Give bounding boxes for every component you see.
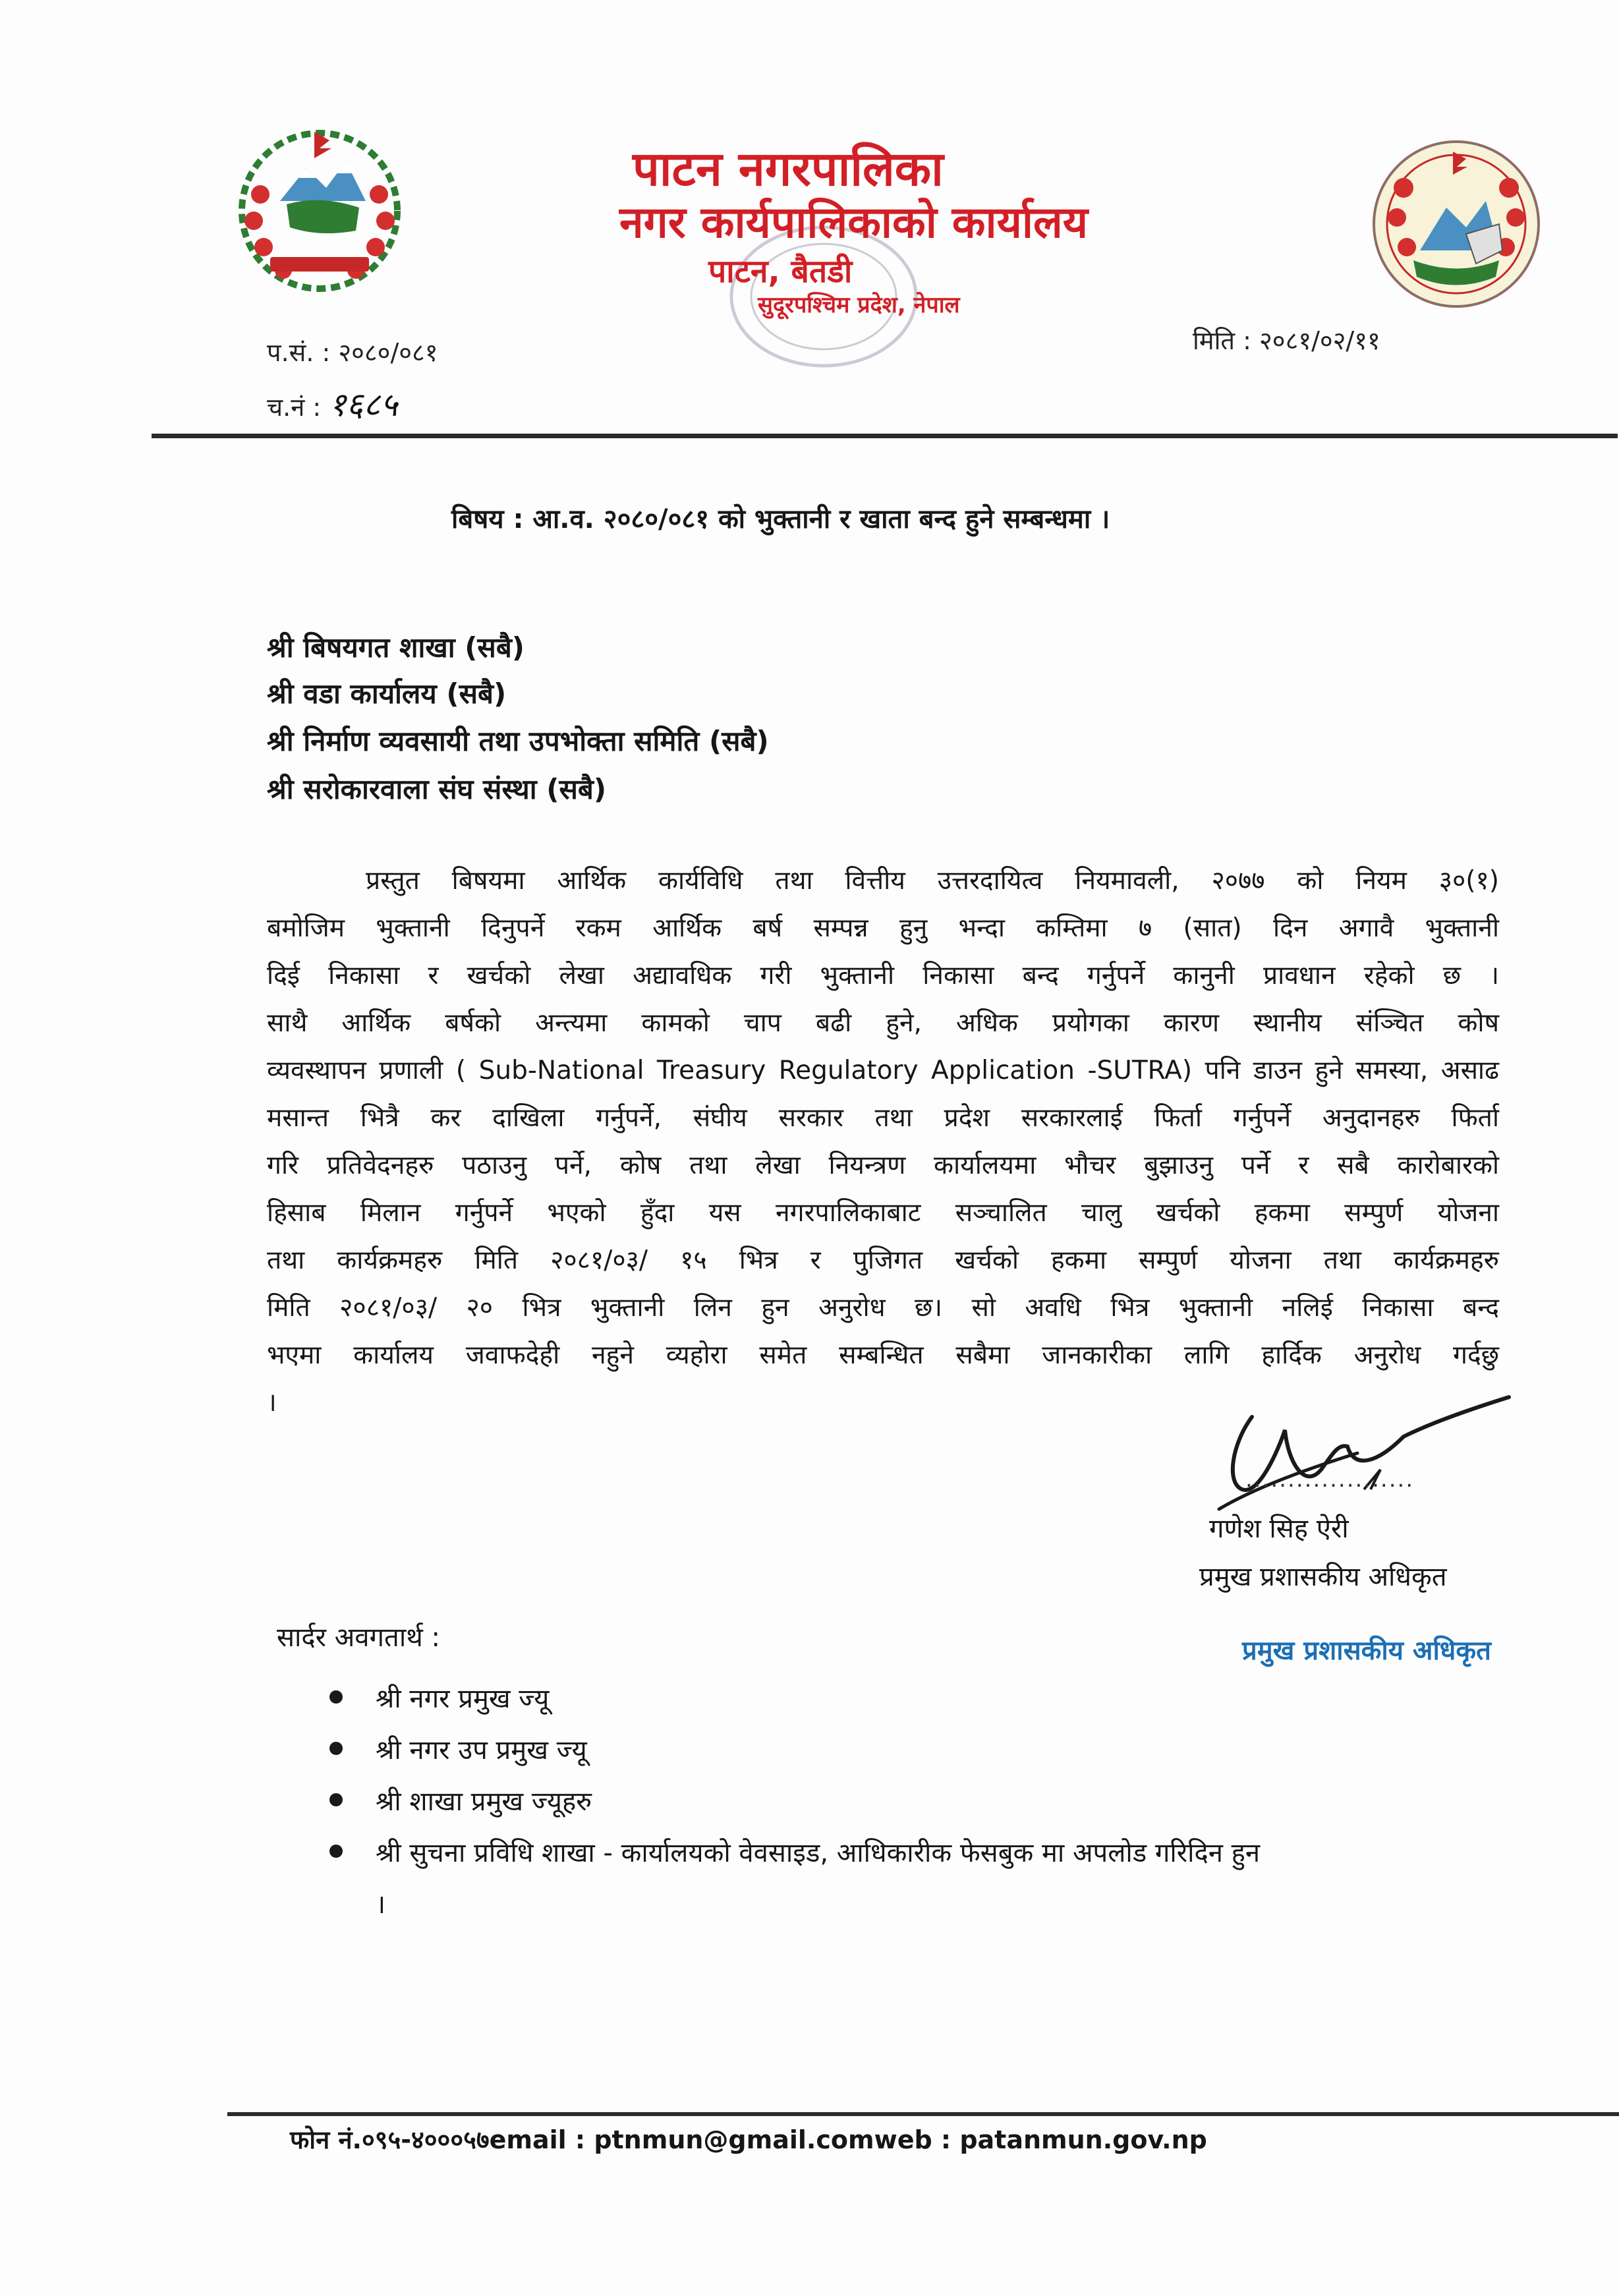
cc-item-text: श्री सुचना प्रविधि शाखा - कार्यालयको वेवसाइड, आधिकारीक फेसबुक मा अपलोड गरिदिन हुन	[376, 1838, 1261, 1868]
office-subtitle: नगर कार्यपालिकाको कार्यालय	[619, 197, 1088, 248]
signatory-stamp: प्रमुख प्रशासकीय अधिकृत	[1242, 1636, 1491, 1666]
cc-item-continuation: ।	[376, 1889, 386, 1920]
addressee: श्री बिषयगत शाखा (सबै)	[267, 631, 525, 664]
dispatch-number-value: १६८५	[329, 386, 398, 424]
body-line: प्रस्तुत बिषयमा आर्थिक कार्यविधि तथा वित्तीय उत्तरदायित्व नियमावली, २०७७ को नियम ३०(१)	[366, 866, 1499, 896]
body-line: तथा कार्यक्रमहरु मिति २०८१/०३/ १५ भित्र र पुजिगत खर्चको हकमा सम्पुर्ण योजना तथा कार्यक्रमहरु	[267, 1246, 1499, 1275]
footer-contact: फोन नं.०९५-४०००५७email : ptnmun@gmail.comweb : patanmun.gov.np	[290, 2125, 1207, 2154]
bullet-icon	[329, 1845, 343, 1858]
nepal-emblem-icon	[234, 122, 405, 293]
footer-divider	[227, 2112, 1619, 2116]
office-name: पाटन नगरपालिका	[633, 141, 944, 196]
office-province: सुदूरपश्चिम प्रदेश, नेपाल	[758, 292, 960, 318]
letter-subject: बिषय : आ.व. २०८०/०८१ को भुक्तानी र खाता बन्द हुने सम्बन्धमा ।	[451, 504, 1110, 534]
body-line: भएमा कार्यालय जवाफदेही नहुने व्यहोरा समेत सम्बन्धित सबैमा जानकारीका लागि हार्दिक अनुरोध गर्दछु	[267, 1340, 1499, 1370]
body-line: मसान्त भित्रै कर दाखिला गर्नुपर्ने, संघीय सरकार तथा प्रदेश सरकारलाई फिर्ता गर्नुपर्ने अनुदानहरु फिर्ता	[267, 1103, 1499, 1133]
letter-date	[1193, 323, 1380, 357]
addressee: श्री सरोकारवाला संघ संस्था (सबै)	[267, 773, 607, 805]
cc-item-text: श्री नगर उप प्रमुख ज्यू	[376, 1735, 587, 1765]
body-line: दिई निकासा र खर्चको लेखा अद्यावधिक गरी भुक्तानी निकासा बन्द गर्नुपर्ने कानुनी प्रावधान रहेको छ ।	[267, 961, 1499, 990]
signatory-title: प्रमुख प्रशासकीय अधिकृत	[1199, 1562, 1447, 1592]
cc-item-text: श्री नगर प्रमुख ज्यू	[376, 1684, 550, 1714]
header-divider	[152, 434, 1618, 438]
body-line: ।	[267, 1388, 277, 1418]
office-location: पाटन, बैतडी	[708, 253, 853, 290]
bullet-icon	[329, 1690, 343, 1704]
dispatch-number-label: च.नं :	[267, 393, 322, 422]
body-line: मिति २०८१/०३/ २० भित्र भुक्तानी लिन हुन अनुरोध छ। सो अवधि भित्र भुक्तानी नलिई निकासा बन्द	[267, 1293, 1499, 1323]
body-line: हिसाब मिलान गर्नुपर्ने भएको हुँदा यस नगरपालिकाबाट सञ्चालित चालु खर्चको हकमा सम्पुर्ण योजना	[267, 1198, 1499, 1228]
reference-number-label: प.सं. :	[267, 338, 331, 367]
bullet-icon	[329, 1742, 343, 1755]
letter-date-value: २०८१/०२/११	[1259, 326, 1380, 355]
dispatch-number	[267, 381, 397, 426]
signature-icon	[1206, 1391, 1516, 1529]
addressee: श्री निर्माण व्यवसायी तथा उपभोक्ता समिति (सबै)	[267, 725, 769, 757]
addressee: श्री वडा कार्यालय (सबै)	[267, 677, 507, 710]
municipality-logo-icon	[1367, 135, 1545, 313]
body-line: व्यवस्थापन प्रणाली ( Sub-National Treasury Regulatory Application -SUTRA) पनि डाउन हुने समस्या, असाढ	[267, 1056, 1499, 1085]
bullet-icon	[329, 1793, 343, 1806]
reference-number	[267, 335, 438, 369]
body-line: साथै आर्थिक बर्षको अन्त्यमा कामको चाप बढी हुने, अधिक प्रयोगका कारण स्थानीय संञ्चित कोष	[267, 1008, 1499, 1038]
signatory-name: गणेश सिह ऐरी	[1209, 1514, 1349, 1544]
cc-item-text: श्री शाखा प्रमुख ज्यूहरु	[376, 1787, 592, 1817]
body-line: गरि प्रतिवेदनहरु पठाउनु पर्ने, कोष तथा लेखा नियन्त्रण कार्यालयमा भौचर बुझाउनु पर्ने र सबै कारोबारको	[267, 1151, 1499, 1180]
letter-date-label: मिति :	[1193, 326, 1251, 355]
reference-number-value: २०८०/०८१	[338, 338, 438, 367]
signature-line: ....................	[1245, 1466, 1415, 1493]
cc-label: सार्दर अवगतार्थ :	[277, 1622, 440, 1653]
body-line: बमोजिम भुक्तानी दिनुपर्ने रकम आर्थिक बर्ष सम्पन्न हुनु भन्दा कम्तिमा ७ (सात) दिन अगावै भुक्तानी	[267, 913, 1499, 943]
